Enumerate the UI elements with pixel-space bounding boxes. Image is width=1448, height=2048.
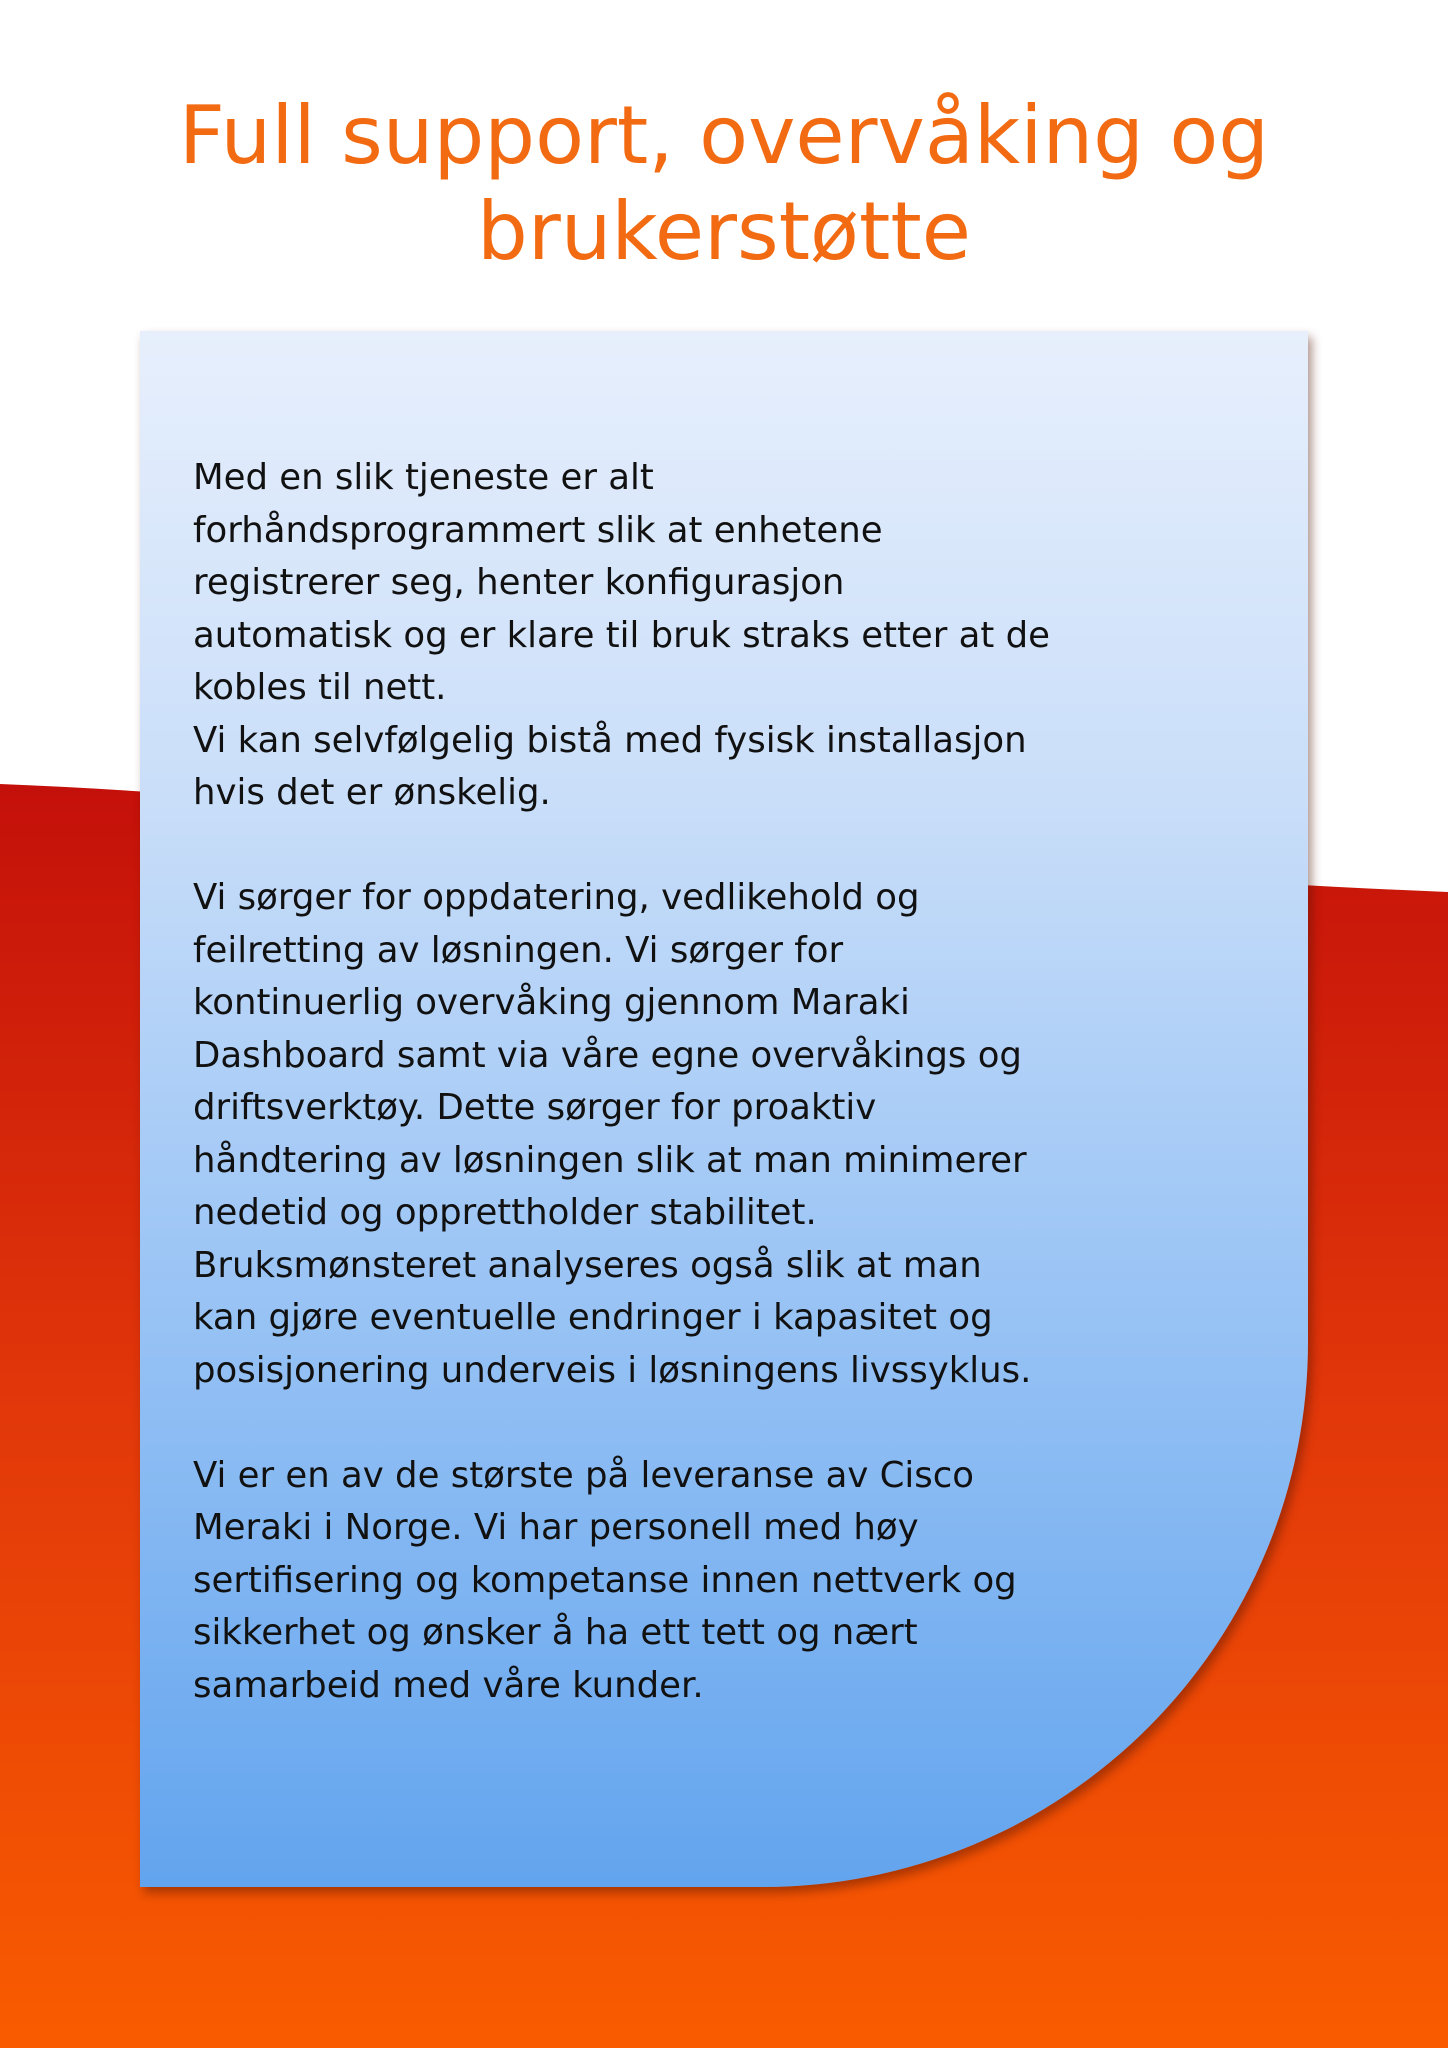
text-line: registrerer seg, henter konfigurasjon — [193, 562, 845, 603]
text-line: kan gjøre eventuelle endringer i kapasitet og — [193, 1297, 993, 1338]
text-line: kobles til nett. — [193, 667, 447, 708]
text-line: Dashboard samt via våre egne overvåkings og — [193, 1034, 1022, 1076]
text-line: automatisk og er klare til bruk straks etter at de — [193, 614, 1050, 656]
text-line: sikkerhet og ønsker å ha ett tett og nært — [193, 1612, 918, 1653]
text-line: håndtering av løsningen slik at man minimerer — [193, 1139, 1027, 1181]
paragraph-maintenance — [193, 872, 1050, 1397]
text-line: Meraki i Norge. Vi har personell med høy — [193, 1507, 919, 1548]
title-line: brukerstøtte — [477, 185, 971, 278]
page-title — [0, 88, 1448, 280]
text-line: Vi er en av de største på leveranse av Cisco — [193, 1454, 974, 1496]
text-line: nedetid og opprettholder stabilitet. — [193, 1192, 817, 1233]
text-line: Bruksmønsteret analyseres også slik at man — [193, 1244, 982, 1286]
paragraph-intro — [193, 452, 1050, 820]
body-text — [193, 452, 1050, 1712]
text-line: hvis det er ønskelig. — [193, 772, 551, 813]
text-line: forhåndsprogrammert slik at enhetene — [193, 509, 883, 551]
text-line: posisjonering underveis i løsningens livssyklus. — [193, 1349, 1032, 1391]
text-line: Med en slik tjeneste er alt — [193, 457, 654, 498]
text-line: samarbeid med våre kunder. — [193, 1664, 704, 1706]
paragraph-about — [193, 1450, 1050, 1713]
text-line: driftsverktøy. Dette sørger for proaktiv — [193, 1087, 877, 1128]
text-line: Vi sørger for oppdatering, vedlikehold og — [193, 877, 920, 918]
text-line: feilretting av løsningen. Vi sørger for — [193, 929, 844, 971]
text-line: sertifisering og kompetanse innen nettverk og — [193, 1559, 1017, 1601]
title-line: Full support, overvåking og — [178, 89, 1270, 182]
text-line: Vi kan selvfølgelig bistå med fysisk installasjon — [193, 719, 1027, 761]
text-line: kontinuerlig overvåking gjennom Maraki — [193, 982, 910, 1023]
